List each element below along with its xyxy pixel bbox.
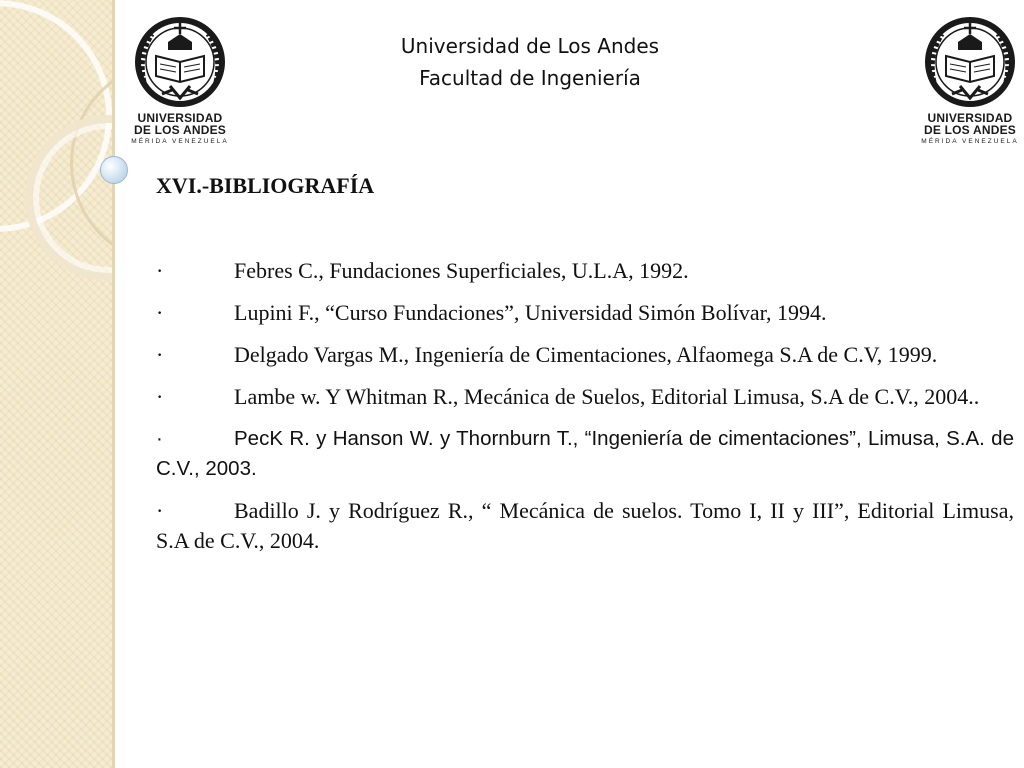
slide-header — [300, 30, 760, 94]
logo-name-line2: DE LOS ANDES — [924, 123, 1016, 137]
bullet: · — [156, 300, 164, 325]
university-seal-icon — [920, 12, 1020, 112]
logo-name-line2: DE LOS ANDES — [134, 123, 226, 137]
header-university: Universidad de Los Andes — [400, 34, 660, 58]
university-logo-right — [920, 12, 1020, 152]
bullet: · — [156, 384, 164, 409]
bullet: · — [156, 342, 164, 367]
bullet: · — [156, 498, 164, 523]
list-item — [156, 298, 1014, 328]
university-logo-left — [130, 12, 230, 152]
header-faculty: Facultad de Ingeniería — [419, 66, 641, 90]
decorative-bead — [100, 156, 128, 184]
logo-city: MÉRIDA VENEZUELA — [131, 138, 229, 145]
list-item — [156, 382, 1014, 412]
reference-text: Febres C., Fundaciones Superficiales, U.L.A, 1992. — [234, 258, 689, 283]
slide-content — [156, 166, 1014, 568]
bullet: · — [156, 427, 163, 450]
reference-text: Badillo J. y Rodríguez R., “ Mecánica de suelos. Tomo I, II y III”, Editorial Limusa, S.A de C.V., 2004. — [156, 498, 1014, 553]
logo-city: MÉRIDA VENEZUELA — [921, 138, 1019, 145]
list-item — [156, 256, 1014, 286]
bullet: · — [156, 258, 164, 283]
reference-text: Lupini F., “Curso Fundaciones”, Universidad Simón Bolívar, 1994. — [234, 300, 827, 325]
bibliography-list — [156, 256, 1014, 556]
reference-text: PecK R. y Hanson W. y Thornburn T., “Ingeniería de cimentaciones”, Limusa, S.A. de C.V., 2003. — [156, 427, 1014, 480]
decorative-side-band — [0, 0, 112, 768]
list-item — [156, 424, 1014, 484]
side-divider — [112, 0, 115, 768]
logo-name-line1: UNIVERSIDAD — [927, 111, 1013, 125]
reference-text: Delgado Vargas M., Ingeniería de Cimentaciones, Alfaomega S.A de C.V, 1999. — [234, 342, 938, 367]
logo-name-line1: UNIVERSIDAD — [137, 111, 223, 125]
reference-text: Lambe w. Y Whitman R., Mecánica de Suelos, Editorial Limusa, S.A de C.V., 2004.. — [234, 384, 980, 409]
list-item — [156, 496, 1014, 556]
section-title: XVI.-BIBLIOGRAFÍA — [156, 173, 375, 198]
university-seal-icon — [130, 12, 230, 112]
list-item — [156, 340, 1014, 370]
